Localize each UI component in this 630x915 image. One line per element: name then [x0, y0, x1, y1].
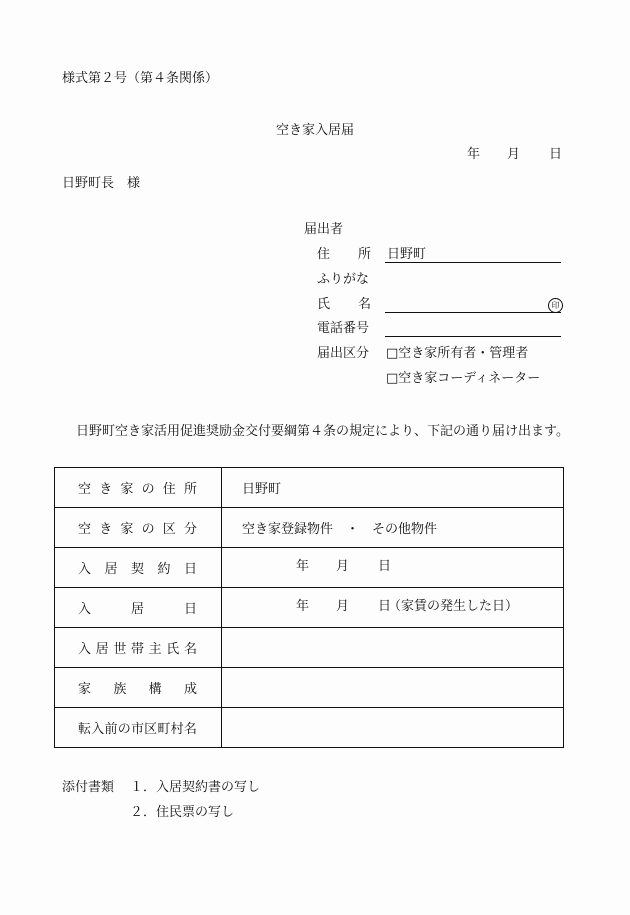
table-row	[55, 468, 564, 508]
row-label-previous-municipality: 転 入 前 の 市 区 町 村 名	[55, 708, 222, 748]
addressee: 日野町長 様	[62, 176, 141, 191]
table-row	[55, 668, 564, 708]
name-underline[interactable]	[385, 312, 561, 313]
table-row	[55, 508, 564, 548]
address-label-2: 所	[358, 247, 372, 262]
address-value: 日野町	[387, 247, 427, 262]
document-title: 空き家入居届	[276, 123, 355, 138]
name-label-2: 名	[358, 297, 372, 312]
info-table	[54, 467, 564, 748]
address-label-1: 住	[317, 247, 331, 262]
phone-underline[interactable]	[385, 336, 561, 337]
rent-start-note: （家賃の発生した日）	[388, 599, 519, 614]
table-row	[55, 708, 564, 748]
table-row	[55, 588, 564, 628]
furigana-label: ふりがな	[317, 272, 370, 287]
row-value-previous-municipality[interactable]	[222, 708, 564, 748]
table-row	[55, 628, 564, 668]
row-label-household-head: 入 居 世 帯 主 氏 名	[55, 628, 222, 668]
form-number: 様式第２号（第４条関係）	[62, 71, 219, 86]
phone-label: 電話番号	[317, 321, 370, 336]
row-label-category: 空 き 家 の 区 分	[55, 508, 222, 548]
row-label-family: 家 族 構 成	[55, 668, 222, 708]
category-option-coordinator[interactable]: □空き家コーディネーター	[386, 371, 541, 386]
row-label-address: 空 き 家 の 住 所	[55, 468, 222, 508]
row-value-category[interactable]: 空き家登録物件 ・ その他物件	[222, 508, 564, 548]
attachment-item-2: ２．住民票の写し	[130, 805, 235, 820]
row-label-move-in-date: 入 居 日	[55, 588, 222, 628]
date-year: 年	[467, 147, 481, 162]
date-day: 日	[549, 147, 563, 162]
row-value-move-in-date[interactable]: 年 月 日 （家賃の発生した日）	[222, 588, 564, 628]
notifier-heading: 届出者	[304, 222, 344, 237]
statement: 日野町空き家活用促進奨励金交付要綱第４条の規定により、下記の通り届け出ます。	[76, 424, 569, 439]
row-label-contract-date: 入 居 契 約 日	[55, 548, 222, 588]
row-value-family[interactable]	[222, 668, 564, 708]
row-value-contract-date[interactable]: 年 月 日	[222, 548, 564, 588]
attachment-item-1: １．入居契約書の写し	[130, 780, 261, 795]
name-label-1: 氏	[317, 297, 331, 312]
table-row	[55, 548, 564, 588]
row-value-household-head[interactable]	[222, 628, 564, 668]
seal-mark: 印	[548, 298, 563, 313]
address-underline[interactable]	[385, 262, 561, 263]
row-value-address[interactable]: 日野町	[222, 468, 564, 508]
attachments-label: 添付書類	[62, 780, 115, 795]
date-month: 月	[507, 147, 521, 162]
category-label: 届出区分	[317, 346, 370, 361]
category-option-owner[interactable]: □空き家所有者・管理者	[386, 346, 529, 361]
